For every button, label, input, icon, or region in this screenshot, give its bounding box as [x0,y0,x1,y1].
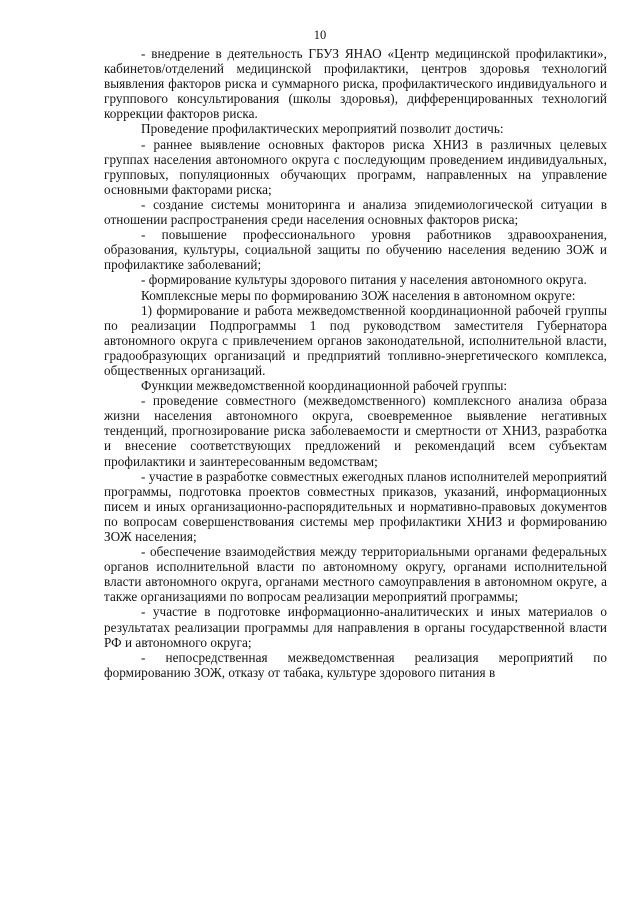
document-body [104,46,607,680]
paragraph-monitoring-system: - создание системы мониторинга и анализа эпидемиологической ситуации в отношении распространения среди населения основных факторов риска; [104,196,607,228]
paragraph-implementation-technologies: - внедрение в деятельность ГБУЗ ЯНАО «Центр медицинской профилактики», кабинетов/отделений медицинской профилактики, центров здоровья технологий выявления факторов риска и суммарного риска, профилактического индивидуального и группового консультирования (школы здоровья), дифференцированных технологий коррекции факторов риска. [104,46,607,122]
paragraph-early-risk-detection: - раннее выявление основных факторов риска ХНИЗ в различных целевых группах населения автономного округа с последующим проведением индивидуальных, групповых, популяционных обучающих программ, направленных на управление основными факторами риска; [104,136,607,197]
paragraph-joint-plans: - участие в разработке совместных ежегодных планов исполнителей мероприятий программы, подготовка проектов совместных приказов, указаний, информационных писем и иных организационно-распорядительных и нормативно-правовых документов по вопросам совершенствования системы мер профилактики ХНИЗ и формированию ЗОЖ населения; [104,468,607,544]
paragraph-preventive-measures-intro: Проведение профилактических мероприятий позволит достичь: [141,121,504,137]
paragraph-complex-measures-intro: Комплексные меры по формированию ЗОЖ населения в автономном округе: [141,287,576,303]
paragraph-joint-analysis: - проведение совместного (межведомственного) комплексного анализа образа жизни населения автономного округа, своевременное выявление негативных тенденций, прогнозирование риска заболеваемости и смертности от ХНИЗ, разработка и внесение соответствующих предложений и рекомендаций всем субъектам профилактики и заинтересованным ведомствам; [104,393,607,469]
paragraph-working-group-formation: 1) формирование и работа межведомственной координационной рабочей группы по реализации Подпрограммы 1 под руководством заместителя Губернатора автономного округа с привлечением органов законодательной, исполнительной власти, градообразующих организаций и предприятий топливно-энергетического комплекса, общественных организаций. [104,302,607,378]
paragraph-interaction-support: - обеспечение взаимодействия между территориальными органами федеральных органов исполнительной власти по автономному округу, органами исполнительной власти автономного округа, органами местного самоуправления в автономном округе, а также организациями по вопросам реализации мероприятий программы; [104,544,607,605]
paragraph-professional-training: - повышение профессионального уровня работников здравоохранения, образования, культуры, социальной защиты по обучению населения ведению ЗОЖ и профилактике заболеваний; [104,227,607,273]
paragraph-healthy-nutrition-culture: - формирование культуры здорового питания у населения автономного округа. [141,272,587,288]
paragraph-direct-implementation: - непосредственная межведомственная реализация мероприятий по формированию ЗОЖ, отказу от табака, культуре здорового питания в [104,649,607,680]
paragraph-working-group-functions: Функции межведомственной координационной рабочей группы: [141,378,508,394]
paragraph-analytical-materials: - участие в подготовке информационно-аналитических и иных материалов о результатах реализации программы для направления в органы государственной власти РФ и автономного округа; [104,604,607,650]
page-number: 10 [313,28,327,42]
